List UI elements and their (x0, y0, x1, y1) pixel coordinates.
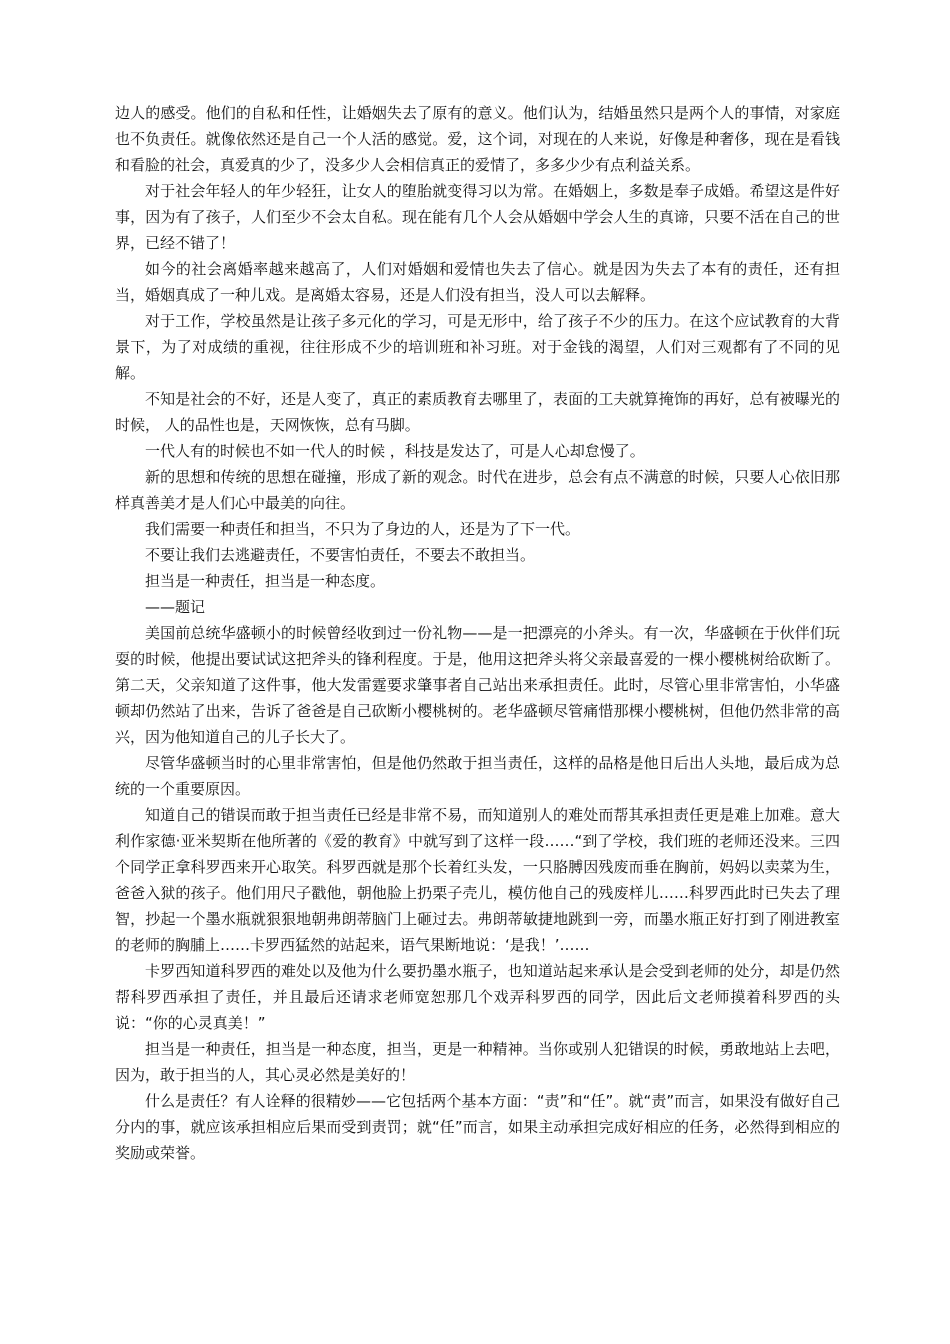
epigraph-attribution: ——题记 (145, 598, 206, 616)
paragraph: 美国前总统华盛顿小的时候曾经收到过一份礼物——是一把漂亮的小斧头。有一次，华盛顿在于伙伴们玩耍的时候，他提出要试试这把斧头的锋利程度。于是，他用这把斧头将父亲最喜爱的一棵小樱桃树给砍断了。第二天，父亲知道了这件事，他大发雷霆要求肇事者自己站出来承担责任。此时，尽管心里非常害怕，小华盛顿却仍然站了出来，告诉了爸爸是自己砍断小樱桃树的。老华盛顿尽管痛惜那棵小樱桃树，但他仍然非常的高兴，因为他知道自己的儿子长大了。 (115, 624, 840, 746)
paragraph: 我们需要一种责任和担当，不只为了身边的人，还是为了下一代。 (145, 520, 581, 538)
paragraph: 不要让我们去逃避责任，不要害怕责任，不要去不敢担当。 (145, 546, 536, 564)
paragraph: 对于社会年轻人的年少轻狂，让女人的堕胎就变得习以为常。在婚姻上，多数是奉子成婚。希望这是件好事，因为有了孩子，人们至少不会太自私。现在能有几个人会从婚姻中学会人生的真谛，只要不活在自己的世界，已经不错了！ (115, 182, 840, 252)
paragraph: 一代人有的时候也不如一代人的时候 ，科技是发达了，可是人心却怠慢了。 (145, 442, 645, 460)
document-body (115, 100, 840, 1166)
paragraph: 卡罗西知道科罗西的难处以及他为什么要扔墨水瓶子，也知道站起来承认是会受到老师的处分，却是仍然帮科罗西承担了责任，并且最后还请求老师宽恕那几个戏弄科罗西的同学，因此后文老师摸着科罗西的头说：“你的心灵真美！” (115, 962, 840, 1032)
paragraph: 什么是责任？有人诠释的很精妙——它包括两个基本方面：“责”和“任”。就“责”而言，如果没有做好自己分内的事，就应该承担相应后果而受到责罚；就“任”而言，如果主动承担完成好相应的任务，必然得到相应的奖励或荣誉。 (115, 1092, 840, 1162)
paragraph: 对于工作，学校虽然是让孩子多元化的学习，可是无形中，给了孩子不少的压力。在这个应试教育的大背景下，为了对成绩的重视，往往形成不少的培训班和补习班。对于金钱的渴望，人们对三观都有了不同的见解。 (115, 312, 840, 382)
paragraph: 如今的社会离婚率越来越高了，人们对婚姻和爱情也失去了信心。就是因为失去了本有的责任，还有担当，婚姻真成了一种儿戏。是离婚太容易，还是人们没有担当，没人可以去解释。 (115, 260, 840, 304)
paragraph: 边人的感受。他们的自私和任性，让婚姻失去了原有的意义。他们认为，结婚虽然只是两个人的事情，对家庭也不负责任。就像依然还是自己一个人活的感觉。爱，这个词，对现在的人来说，好像是种奢侈，现在是看钱和看脸的社会，真爱真的少了，没多少人会相信真正的爱情了，多多少少有点利益关系。 (115, 104, 840, 174)
paragraph: 新的思想和传统的思想在碰撞，形成了新的观念。时代在进步，总会有点不满意的时候，只要人心依旧那样真善美才是人们心中最美的向往。 (115, 468, 840, 512)
paragraph: 尽管华盛顿当时的心里非常害怕，但是他仍然敢于担当责任，这样的品格是他日后出人头地，最后成为总统的一个重要原因。 (115, 754, 840, 798)
paragraph: 知道自己的错误而敢于担当责任已经是非常不易，而知道别人的难处而帮其承担责任更是难上加难。意大利作家德·亚米契斯在他所著的《爱的教育》中就写到了这样一段……“到了学校，我们班的老师还没来。三四个同学正拿科罗西来开心取笑。科罗西就是那个长着红头发，一只胳膊因残废而垂在胸前，妈妈以卖菜为生，爸爸入狱的孩子。他们用尺子戳他，朝他脸上扔栗子壳儿，模仿他自己的残废样儿……科罗西此时已失去了理智，抄起一个墨水瓶就狠狠地朝弗朗蒂脑门上砸过去。弗朗蒂敏捷地跳到一旁，而墨水瓶正好打到了刚进教室的老师的胸脯上……卡罗西猛然的站起来，语气果断地说：‘是我！’…… (115, 806, 840, 954)
paragraph: 担当是一种责任，担当是一种态度。 (145, 572, 386, 590)
paragraph: 担当是一种责任，担当是一种态度，担当，更是一种精神。当你或别人犯错误的时候，勇敢地站上去吧，因为，敢于担当的人，其心灵必然是美好的！ (115, 1040, 840, 1084)
paragraph: 不知是社会的不好，还是人变了，真正的素质教育去哪里了，表面的工夫就算掩饰的再好，总有被曝光的时候， 人的品性也是，天网恢恢，总有马脚。 (115, 390, 840, 434)
